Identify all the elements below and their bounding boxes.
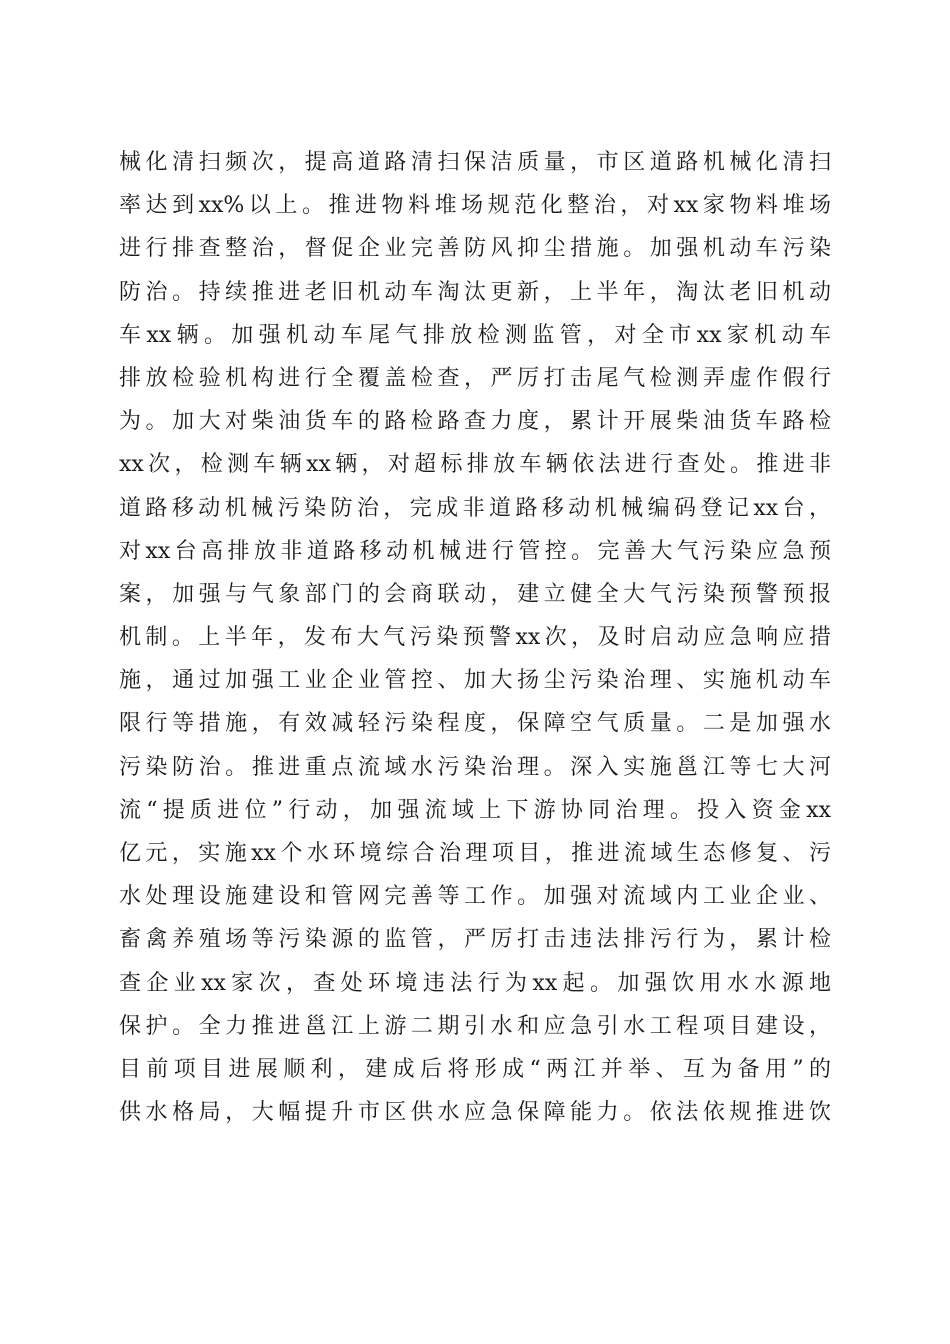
- text-line: 防治。持续推进老旧机动车淘汰更新，上半年，淘汰老旧机动: [119, 279, 831, 305]
- text-line: 限行等措施，有效减轻污染程度，保障空气质量。二是加强水: [119, 711, 831, 737]
- text-line: 亿元，实施xx个水环境综合治理项目，推进流域生态修复、污: [119, 841, 831, 866]
- text-line: 排放检验机构进行全覆盖检查，严厉打击尾气检测弄虚作假行: [119, 365, 831, 391]
- text-line: 为。加大对柴油货车的路检路查力度，累计开展柴油货车路检: [119, 409, 831, 435]
- body-paragraph: [119, 141, 831, 1134]
- text-line: 对xx台高排放非道路移动机械进行管控。完善大气污染应急预: [119, 538, 831, 564]
- text-line: 水处理设施建设和管网完善等工作。加强对流域内工业企业、: [119, 884, 831, 910]
- text-line: xx次，检测车辆xx辆，对超标排放车辆依法进行查处。推进非: [119, 452, 831, 478]
- text-line: 污染防治。推进重点流域水污染治理。深入实施邕江等七大河: [119, 754, 831, 780]
- text-line: 施，通过加强工业企业管控、加大扬尘污染治理、实施机动车: [119, 668, 831, 694]
- text-line: 流“提质进位”行动，加强流域上下游协同治理。投入资金xx: [119, 797, 831, 823]
- text-line: 机制。上半年，发布大气污染预警xx次，及时启动应急响应措: [119, 625, 831, 651]
- text-line: 供水格局，大幅提升市区供水应急保障能力。依法依规推进饮: [119, 1100, 831, 1126]
- text-line: 目前项目进展顺利，建成后将形成“两江并举、互为备用”的: [119, 1056, 831, 1082]
- text-line: 查企业xx家次，查处环境违法行为xx起。加强饮用水水源地: [119, 970, 831, 996]
- text-line: 进行排查整治，督促企业完善防风抑尘措施。加强机动车污染: [119, 236, 831, 262]
- text-line: 车xx辆。加强机动车尾气排放检测监管，对全市xx家机动车: [119, 322, 831, 348]
- text-line: 道路移动机械污染防治，完成非道路移动机械编码登记xx台，: [119, 495, 831, 521]
- text-line: 畜禽养殖场等污染源的监管，严厉打击违法排污行为，累计检: [119, 927, 831, 953]
- text-line: 保护。全力推进邕江上游二期引水和应急引水工程项目建设，: [119, 1013, 831, 1039]
- text-line: 案，加强与气象部门的会商联动，建立健全大气污染预警预报: [119, 581, 831, 607]
- text-line: 率达到xx%以上。推进物料堆场规范化整治，对xx家物料堆场: [119, 193, 831, 219]
- text-line: 械化清扫频次，提高道路清扫保洁质量，市区道路机械化清扫: [119, 150, 831, 175]
